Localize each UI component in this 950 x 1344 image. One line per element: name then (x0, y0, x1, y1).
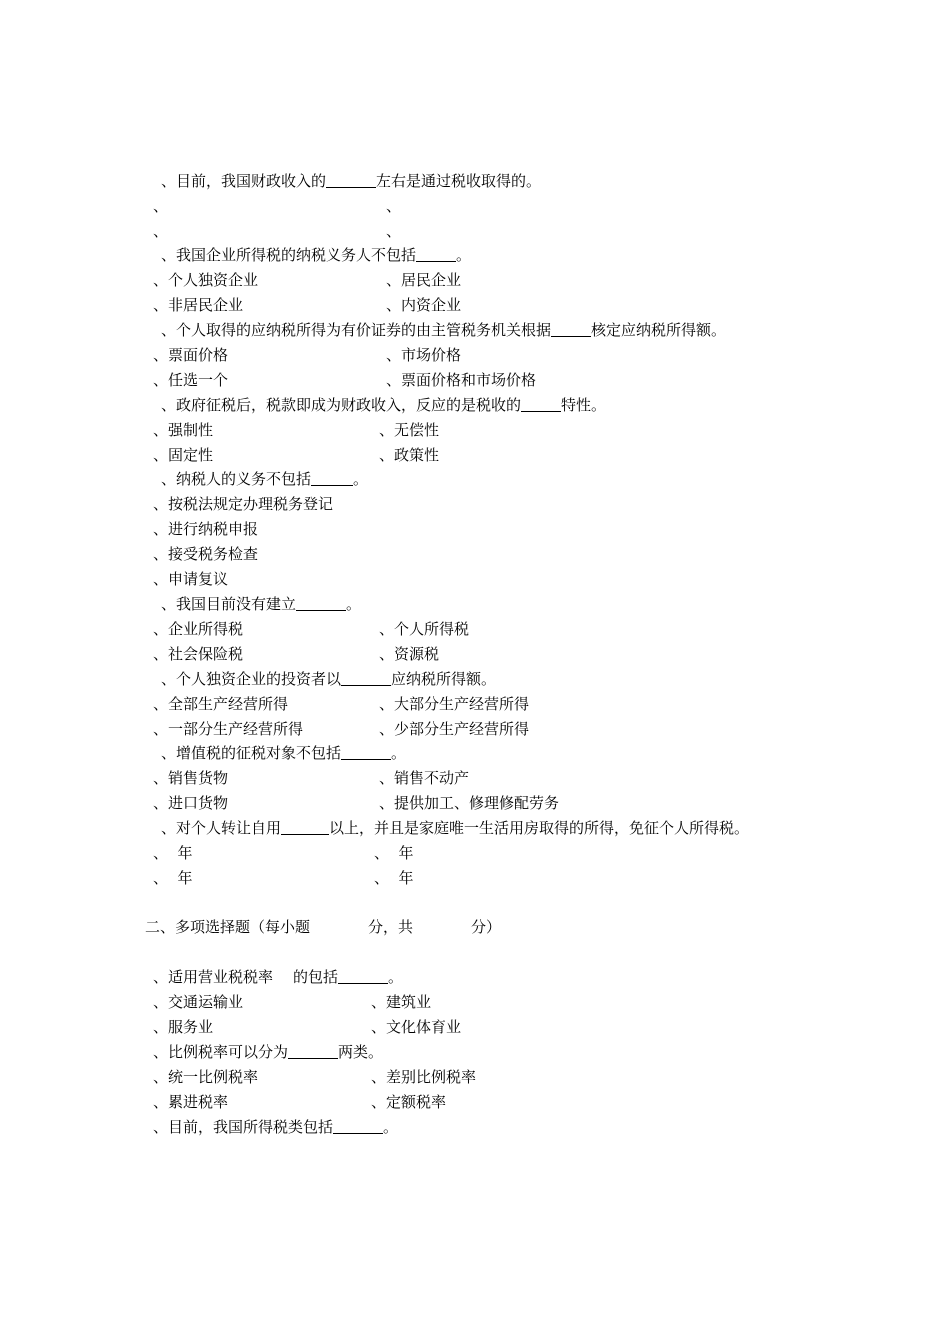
answer-blank (296, 596, 346, 611)
option-b: 、 年 (374, 844, 414, 862)
question-6 (161, 595, 361, 613)
option-a: 、个人独资企业 (153, 271, 259, 289)
answer-blank (288, 1044, 338, 1059)
question-3 (161, 321, 726, 339)
option-b: 、建筑业 (371, 993, 432, 1011)
question-text: 、对个人转让自用 (161, 819, 282, 837)
option-a: 、强制性 (153, 421, 214, 439)
option-a: 、 年 (153, 844, 193, 862)
mc-question-2 (153, 1043, 383, 1061)
mc-question-3 (153, 1118, 398, 1136)
question-5 (161, 470, 368, 488)
question-text: 、我国企业所得税的纳税义务人不包括 (161, 246, 417, 264)
question-text: 、纳税人的义务不包括 (161, 470, 312, 488)
option-d: 、票面价格和市场价格 (386, 371, 537, 389)
mc-question-1 (153, 968, 403, 986)
question-text: 、个人取得的应纳税所得为有价证券的由主管税务机关根据 (161, 321, 552, 339)
question-text: 、适用营业税税率 (153, 968, 274, 986)
heading-text: 分，共 (368, 918, 414, 936)
option-d: 、申请复议 (153, 570, 229, 588)
question-text: 。 (383, 1118, 399, 1136)
question-text: 、个人独资企业的投资者以 (161, 670, 342, 688)
option-c: 、一部分生产经营所得 (153, 720, 304, 738)
question-text: 、增值税的征税对象不包括 (161, 744, 342, 762)
option-c: 、 年 (153, 869, 193, 887)
option-d: 、提供加工、修理修配劳务 (379, 794, 560, 812)
option-a: 、 (153, 197, 169, 215)
answer-blank (333, 1119, 383, 1134)
option-c: 、任选一个 (153, 371, 229, 389)
question-text: 。 (346, 595, 362, 613)
question-1 (161, 172, 541, 190)
heading-text: 分） (471, 918, 502, 936)
section-heading (145, 918, 501, 936)
answer-blank (281, 820, 329, 835)
option-d: 、内资企业 (386, 296, 462, 314)
question-text: 两类。 (338, 1043, 384, 1061)
option-a: 、交通运输业 (153, 993, 244, 1011)
option-a: 、票面价格 (153, 346, 229, 364)
question-2 (161, 246, 471, 264)
question-text: 、目前，我国所得税类包括 (153, 1118, 334, 1136)
question-text: 核定应纳税所得额。 (591, 321, 727, 339)
answer-blank (521, 397, 561, 412)
option-a: 、统一比例税率 (153, 1068, 259, 1086)
option-b: 、个人所得税 (379, 620, 470, 638)
question-text: 、比例税率可以分为 (153, 1043, 289, 1061)
option-c: 、社会保险税 (153, 645, 244, 663)
option-c: 、接受税务检查 (153, 545, 259, 563)
option-b: 、无偿性 (379, 421, 440, 439)
option-b: 、差别比例税率 (371, 1068, 477, 1086)
question-7 (161, 670, 496, 688)
question-text: 左右是通过税收取得的。 (376, 172, 542, 190)
answer-blank (326, 173, 376, 188)
question-text: 。 (388, 968, 404, 986)
option-c: 、非居民企业 (153, 296, 244, 314)
question-text: 的包括 (293, 968, 339, 986)
question-text: 、政府征税后，税款即成为财政收入，反应的是税收的 (161, 396, 522, 414)
option-a: 、企业所得税 (153, 620, 244, 638)
question-text: 特性。 (561, 396, 607, 414)
option-d: 、少部分生产经营所得 (379, 720, 530, 738)
question-text: 、目前，我国财政收入的 (161, 172, 327, 190)
option-a: 、销售货物 (153, 769, 229, 787)
option-c: 、服务业 (153, 1018, 214, 1036)
option-d: 、 年 (374, 869, 414, 887)
option-a: 、全部生产经营所得 (153, 695, 289, 713)
option-b: 、 (386, 197, 402, 215)
heading-text: 二、多项选择题（每小题 (145, 918, 311, 936)
answer-blank (341, 671, 391, 686)
option-c: 、固定性 (153, 446, 214, 464)
option-c: 、进口货物 (153, 794, 229, 812)
option-b: 、销售不动产 (379, 769, 470, 787)
option-b: 、居民企业 (386, 271, 462, 289)
question-text: 以上，并且是家庭唯一生活用房取得的所得，免征个人所得税。 (329, 819, 750, 837)
option-d: 、资源税 (379, 645, 440, 663)
question-text: 。 (353, 470, 369, 488)
question-text: 应纳税所得额。 (391, 670, 497, 688)
option-b: 、市场价格 (386, 346, 462, 364)
option-c: 、 (153, 222, 169, 240)
question-9 (161, 819, 749, 837)
option-d: 、政策性 (379, 446, 440, 464)
option-d: 、文化体育业 (371, 1018, 462, 1036)
answer-blank (416, 247, 456, 262)
question-4 (161, 396, 606, 414)
answer-blank (341, 745, 391, 760)
option-b: 、进行纳税申报 (153, 520, 259, 538)
option-a: 、按税法规定办理税务登记 (153, 495, 334, 513)
option-d: 、定额税率 (371, 1093, 447, 1111)
question-text: 。 (391, 744, 407, 762)
answer-blank (551, 322, 591, 337)
option-b: 、大部分生产经营所得 (379, 695, 530, 713)
option-d: 、 (386, 222, 402, 240)
question-8 (161, 744, 406, 762)
answer-blank (338, 969, 388, 984)
option-c: 、累进税率 (153, 1093, 229, 1111)
question-text: 、我国目前没有建立 (161, 595, 297, 613)
question-text: 。 (456, 246, 472, 264)
answer-blank (311, 471, 353, 486)
